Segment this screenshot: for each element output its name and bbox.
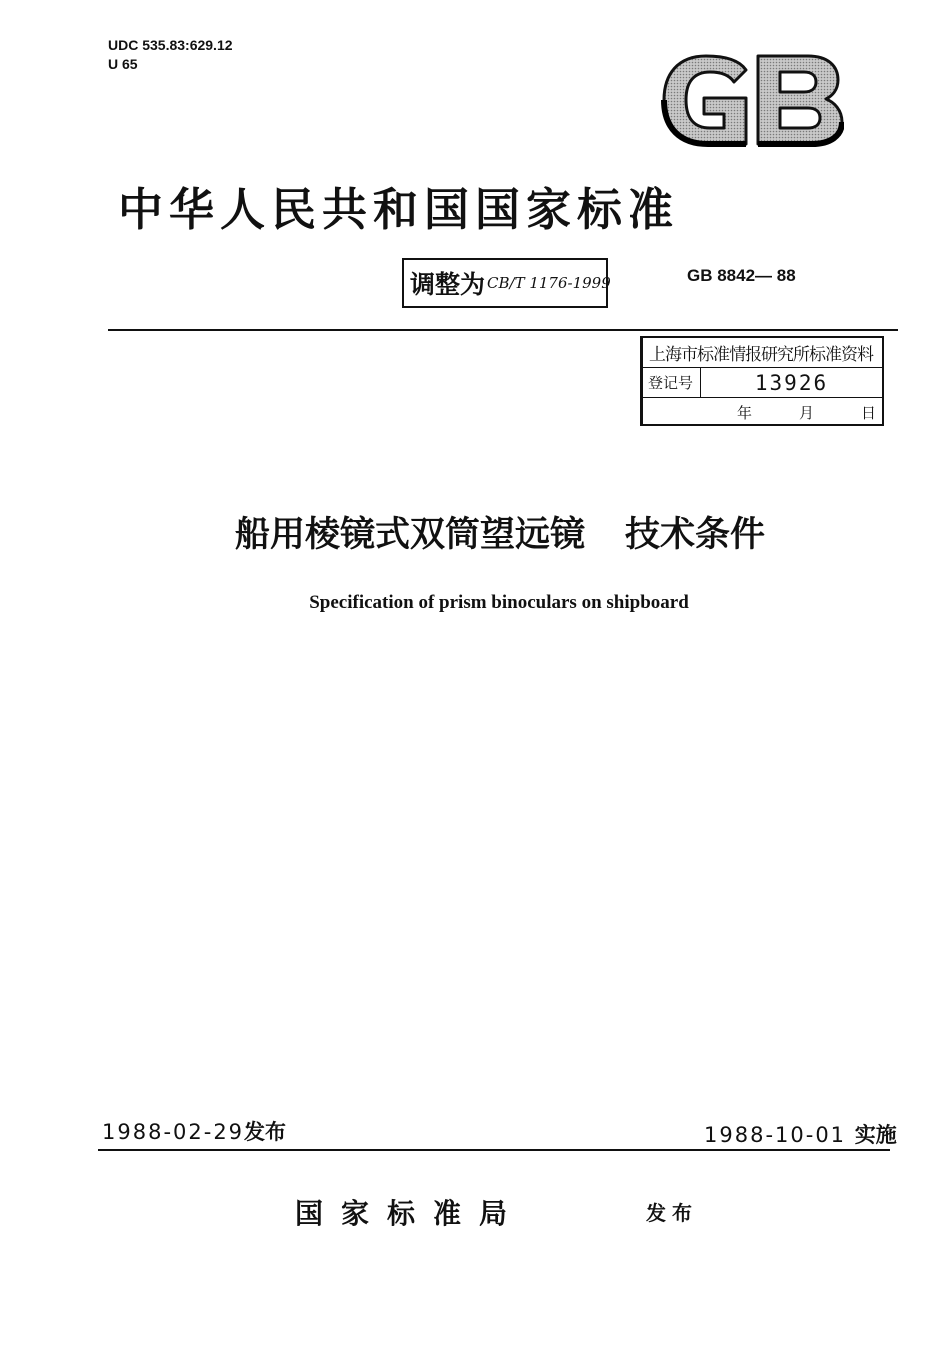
adjustment-stamp [402, 258, 611, 308]
classification-code: U 65 [108, 56, 138, 72]
document-title-cn [0, 507, 950, 557]
standard-number: GB 8842— 88 [687, 266, 796, 285]
title-sub: 技术条件 [625, 515, 766, 555]
registration-stamp [640, 336, 884, 426]
agency-action: 发布 [646, 1201, 698, 1225]
udc-code: UDC 535.83:629.12 [108, 37, 233, 53]
year-label: 年 [737, 404, 753, 422]
gb-logo [658, 52, 844, 148]
registration-number: 13926 [754, 370, 829, 395]
footer-divider [98, 1149, 890, 1151]
issue-label: 发布 [244, 1120, 287, 1144]
issue-date-line [102, 1116, 286, 1146]
udc-block [108, 36, 233, 74]
document-title-en: Specification of prism binoculars on shipboard [309, 592, 689, 613]
header-divider [108, 329, 898, 331]
date-row [643, 398, 882, 427]
issue-date: 1988-02-29 [102, 1120, 245, 1144]
institute-name: 上海市标准情报研究所标准资料 [643, 338, 882, 368]
adjustment-handwritten-code: CB/T 1176-1999 [487, 274, 611, 292]
title-main: 船用棱镜式双筒望远镜 [234, 515, 585, 555]
issuing-agency: 国家标准局 [295, 1197, 526, 1230]
implement-date: 1988-10-01 [704, 1123, 847, 1147]
day-label: 日 [861, 404, 877, 422]
adjustment-prefix: 调整为 [410, 270, 486, 299]
implement-date-line [704, 1119, 897, 1149]
month-label: 月 [799, 404, 815, 422]
implement-label: 实施 [854, 1123, 897, 1147]
registration-label: 登记号 [643, 368, 701, 397]
national-standard-heading: 中华人民共和国国家标准 [118, 183, 680, 236]
registration-row [643, 368, 882, 398]
